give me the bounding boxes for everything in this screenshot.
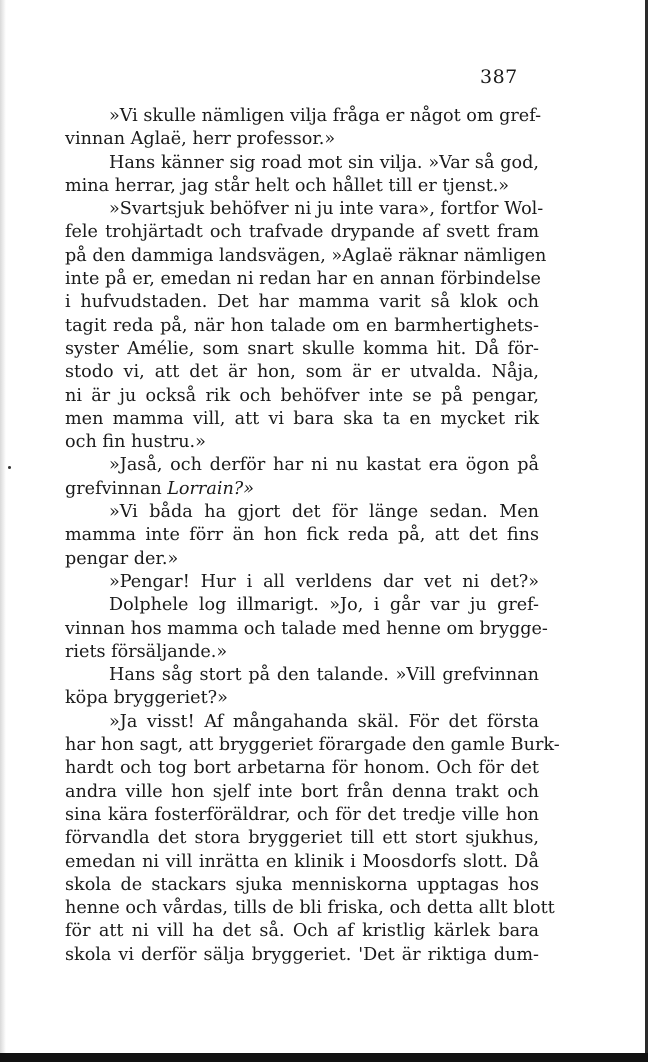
text-line: syster Amélie, som snart skulle komma hit. Då för- xyxy=(65,338,539,359)
text-line: för att ni vill ha det så. Och af kristlig kärlek bara xyxy=(65,921,539,942)
text-line: »Svartsjuk behöfver ni ju inte vara», fortfor Wol- xyxy=(109,199,544,220)
text-line: vinnan Aglaë, herr professor.» xyxy=(65,129,336,150)
scan-speck xyxy=(8,466,11,469)
text-line: mina herrar, jag står helt och hållet till er tjenst.» xyxy=(65,175,510,196)
text-line: »Ja visst! Af mångahanda skäl. För det första xyxy=(109,711,539,732)
page-number: 387 xyxy=(480,66,518,88)
text-line: har hon sagt, att bryggeriet förargade den gamle Burk- xyxy=(65,735,560,756)
text-line: stodo vi, att det är hon, som är er utvalda. Nåja, xyxy=(65,362,539,383)
text-line: ni är ju också rik och behöfver inte se på pengar, xyxy=(65,385,539,406)
text-line: »Jaså, och derför har ni nu kastat era ögon på xyxy=(109,455,539,476)
text-line: »Vi skulle nämligen vilja fråga er något om gref- xyxy=(109,106,542,126)
text-line: skola de stackars sjuka menniskorna upptagas hos xyxy=(65,874,539,895)
text-line: hardt och tog bort arbetarna för honom. Och för det xyxy=(65,758,539,779)
text-line: inte på er, emedan ni redan har en annan förbindelse xyxy=(65,269,541,290)
body-text xyxy=(65,105,560,967)
text-line: i hufvudstaden. Det har mamma varit så klok och xyxy=(65,292,539,313)
text-line: tagit reda på, när hon talade om en barmhertighets- xyxy=(65,315,539,336)
text-line: mamma inte förr än hon fick reda på, att det fins xyxy=(65,525,539,546)
text-line: riets försäljande.» xyxy=(65,641,228,662)
text-line: pengar der.» xyxy=(65,548,179,569)
text-line: emedan ni vill inrätta en klinik i Moosdorfs slott. Då xyxy=(65,851,539,872)
text-line: andra ville hon sjelf inte bort från denna trakt och xyxy=(65,781,539,802)
page-edge-bottom xyxy=(0,1053,648,1062)
text-line: köpa bryggeriet?» xyxy=(65,688,228,709)
text-line-start: grefvinnan xyxy=(65,478,168,499)
text-line: skola vi derför sälja bryggeriet. 'Det är riktiga dum- xyxy=(65,944,539,965)
page-edge-shadow xyxy=(0,0,6,1062)
text-line: Dolphele log illmarigt. »Jo, i går var ju gref- xyxy=(109,595,539,616)
text-line: men mamma vill, att vi bara ska ta en mycket rik xyxy=(65,408,539,429)
text-line: »Pengar! Hur i all verldens dar vet ni det?» xyxy=(109,571,539,592)
text-line: fele trohjärtadt och trafvade drypande af svett fram xyxy=(65,222,539,243)
text-line xyxy=(65,478,539,501)
text-line: förvandla det stora bryggeriet till ett stort sjukhus, xyxy=(65,828,539,849)
text-line: och fin hustru.» xyxy=(65,432,206,453)
text-line: sina kära fosterföräldrar, och för det tredje ville hon xyxy=(65,804,539,825)
text-line: henne och vårdas, tills de bli friska, och detta allt blott xyxy=(65,898,555,919)
text-line: på den dammiga landsvägen, »Aglaë räknar nämligen xyxy=(65,245,547,266)
text-line: Hans känner sig road mot sin vilja. »Var så god, xyxy=(109,152,539,173)
text-line: »Vi båda ha gjort det för länge sedan. Men xyxy=(109,502,539,523)
text-line: Hans såg stort på den talande. »Vill grefvinnan xyxy=(109,665,539,686)
text-line: vinnan hos mamma och talade med henne om brygge- xyxy=(65,618,548,639)
italic-name: Lorrain?» xyxy=(167,478,254,499)
